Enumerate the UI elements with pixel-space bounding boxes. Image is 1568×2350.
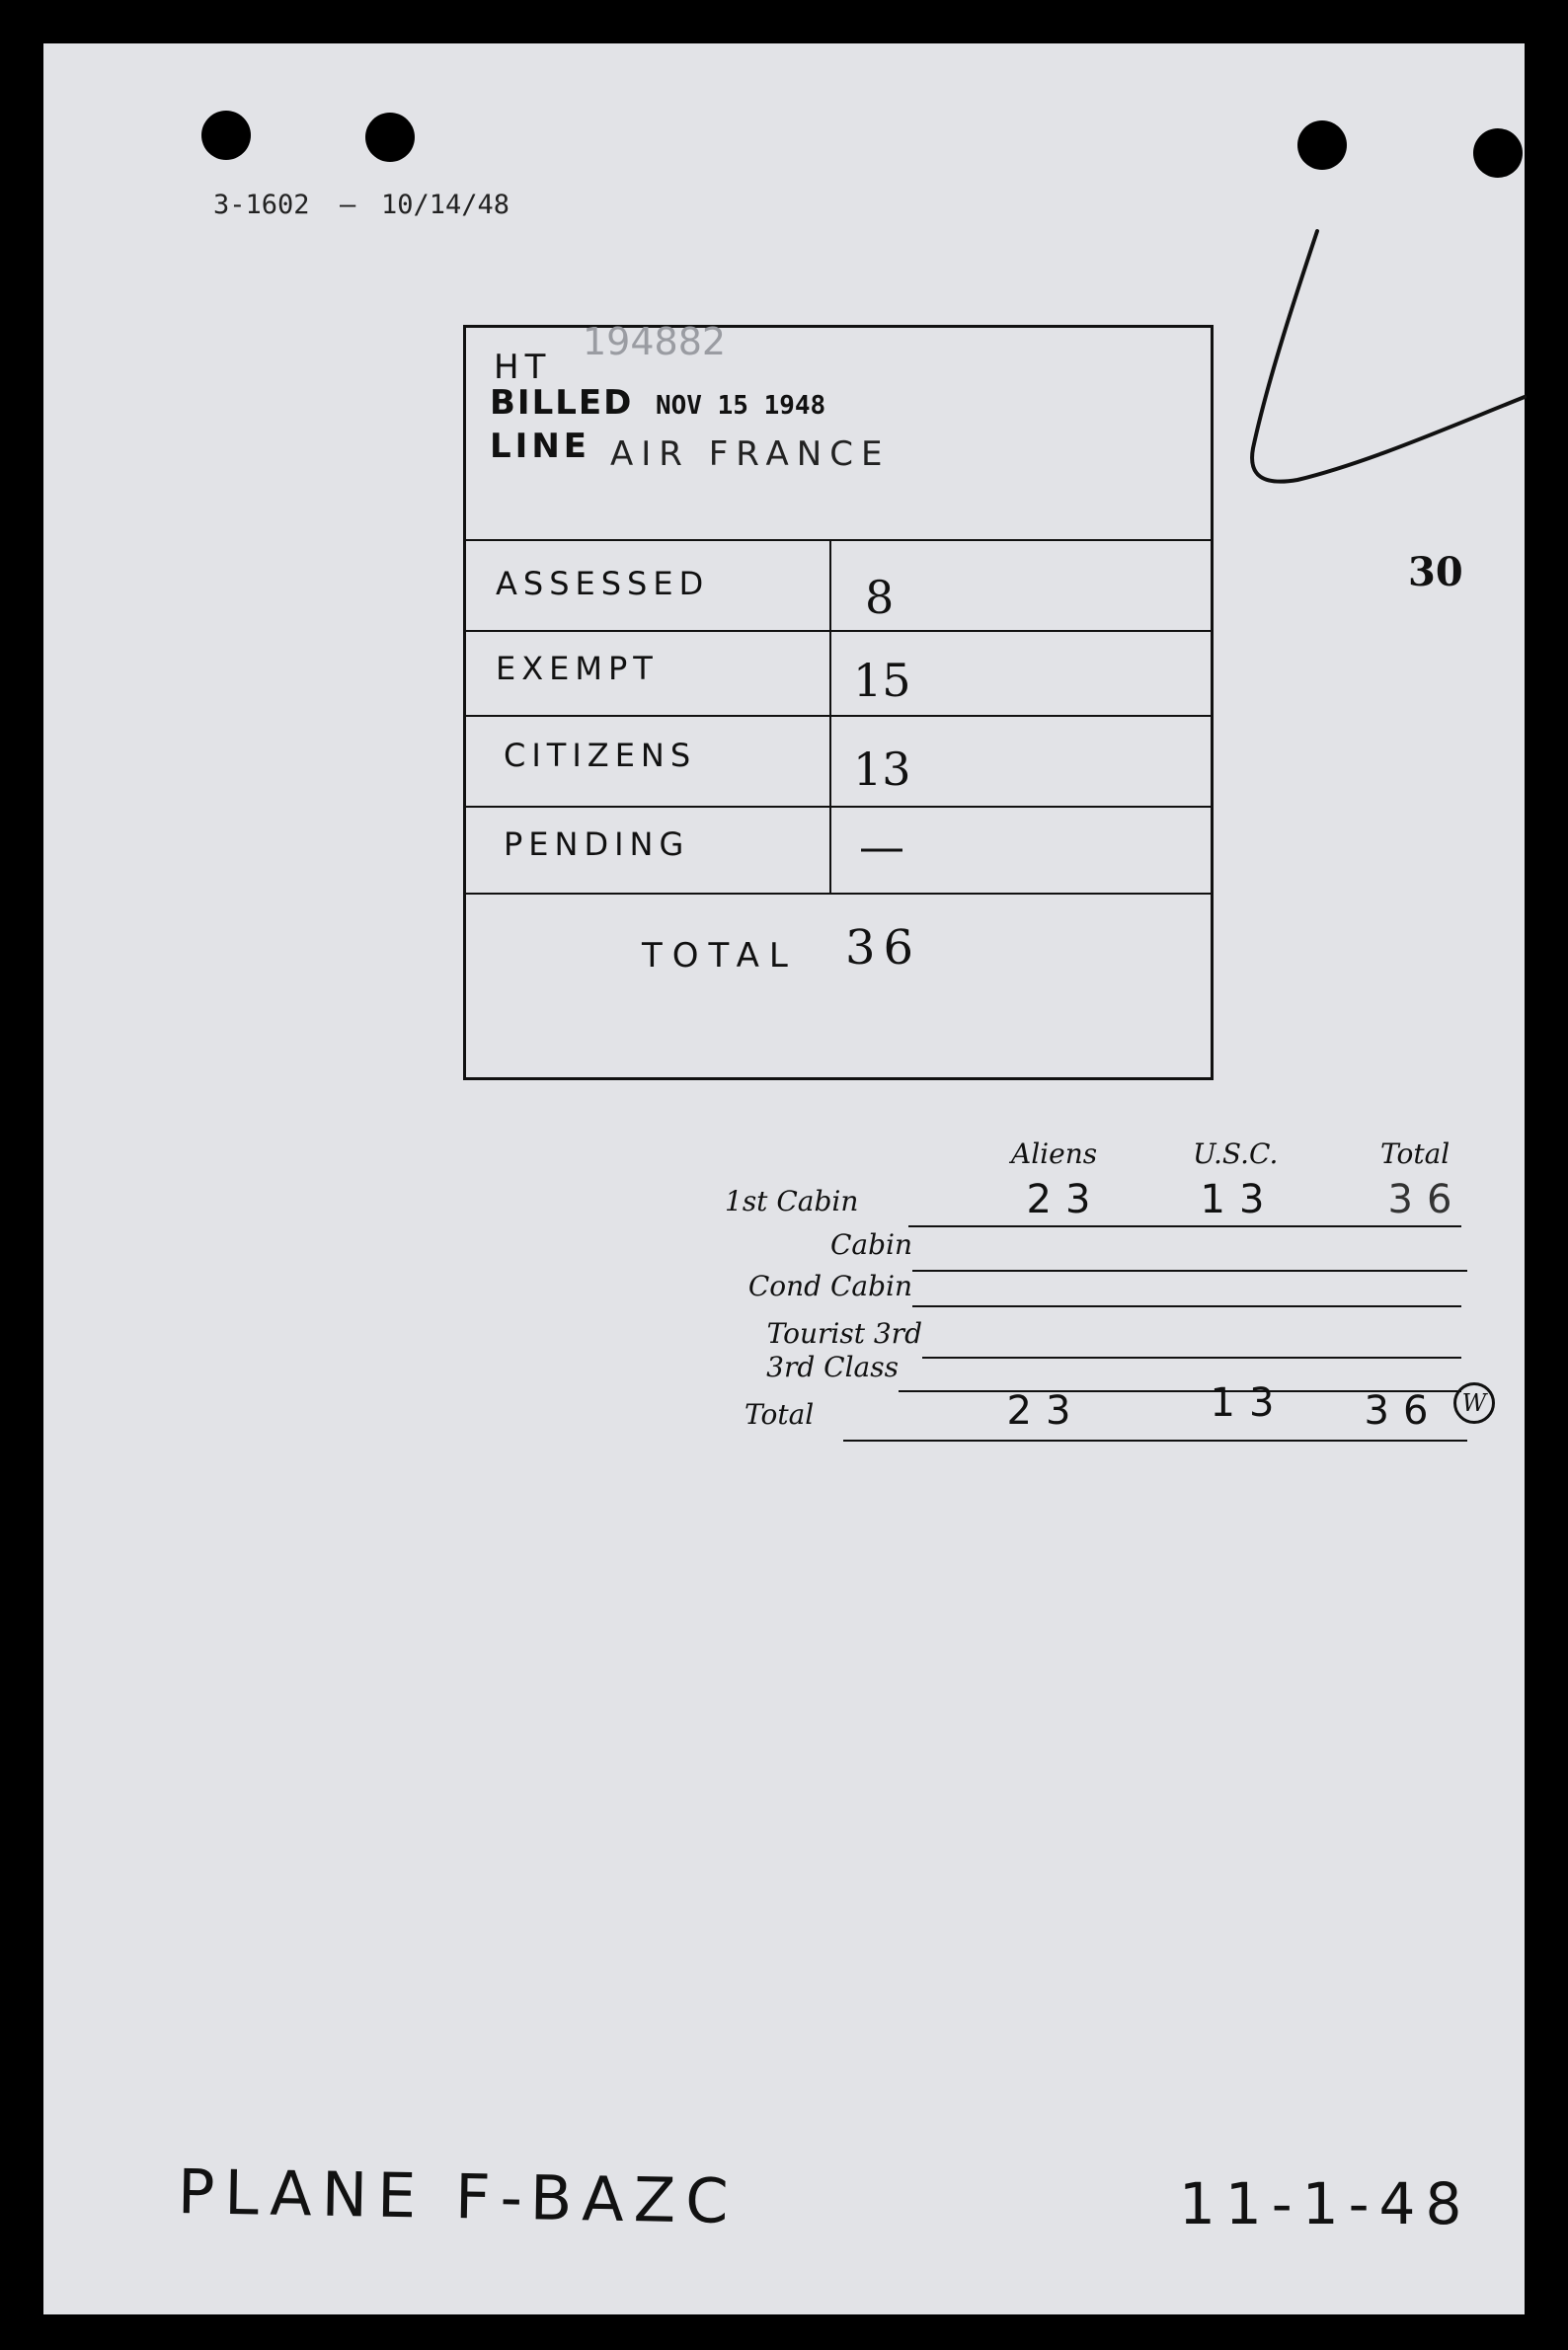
col-header-total: Total <box>1380 1137 1450 1170</box>
row-label-cond-cabin: Cond Cabin <box>747 1270 912 1302</box>
header-dash: — <box>340 190 356 220</box>
cell-total-aliens: 23 <box>1006 1388 1085 1434</box>
line-label: LINE <box>490 427 590 466</box>
row-label-total: Total <box>745 1398 815 1431</box>
punch-hole <box>1473 128 1523 178</box>
row-underline <box>912 1270 1467 1272</box>
row-underline <box>922 1357 1461 1359</box>
cell-usc: 13 <box>1200 1177 1279 1222</box>
citizens-value: 13 <box>853 743 911 796</box>
box-divider <box>466 806 1211 808</box>
line-value: AIR FRANCE <box>610 434 891 474</box>
form-date: 10/14/48 <box>381 190 510 220</box>
box-divider <box>466 630 1211 632</box>
checkmark-icon <box>1189 221 1564 517</box>
document-page <box>43 43 1525 2314</box>
stamp-number: 194882 <box>583 320 727 363</box>
assessed-label: ASSESSED <box>496 565 710 602</box>
row-underline <box>908 1225 1461 1227</box>
side-number: 30 <box>1408 549 1463 595</box>
cell-total-total: 36 <box>1364 1388 1443 1434</box>
exempt-value: 15 <box>853 654 911 707</box>
billing-box <box>463 320 1214 1080</box>
billed-date-stamp: NOV 15 1948 <box>656 391 826 421</box>
total-label: TOTAL <box>642 936 798 976</box>
pending-label: PENDING <box>504 825 690 863</box>
box-divider <box>466 893 1211 895</box>
plane-registration: PLANE F-BAZC <box>177 2155 740 2237</box>
total-value: 36 <box>845 920 922 976</box>
row-label-1st-cabin: 1st Cabin <box>725 1185 859 1217</box>
cell-total: 36 <box>1387 1177 1466 1222</box>
cell-aliens: 23 <box>1026 1177 1105 1222</box>
footer-date: 11-1-48 <box>1179 2170 1472 2237</box>
row-underline <box>843 1440 1467 1442</box>
box-divider <box>466 539 1211 541</box>
assessed-value: 8 <box>865 571 895 624</box>
row-label-tourist-3rd: Tourist 3rd <box>766 1317 922 1350</box>
circled-mark-letter: W <box>1461 1389 1487 1417</box>
punch-hole <box>365 113 415 162</box>
row-label-cabin: Cabin <box>829 1228 912 1261</box>
exempt-label: EXEMPT <box>496 650 659 687</box>
billed-label: BILLED <box>490 383 634 423</box>
col-header-usc: U.S.C. <box>1193 1137 1279 1170</box>
row-label-3rd-class: 3rd Class <box>766 1351 899 1383</box>
ht-label: HT <box>494 348 552 387</box>
punch-hole <box>201 111 251 160</box>
citizens-label: CITIZENS <box>504 737 697 774</box>
box-divider <box>466 715 1211 717</box>
box-column-divider <box>829 539 831 893</box>
cell-total-usc: 13 <box>1210 1380 1289 1426</box>
col-header-aliens: Aliens <box>1011 1137 1098 1170</box>
row-underline <box>912 1305 1461 1307</box>
pending-value: — <box>859 820 904 873</box>
punch-hole <box>1297 120 1347 170</box>
form-number: 3-1602 <box>213 190 310 220</box>
